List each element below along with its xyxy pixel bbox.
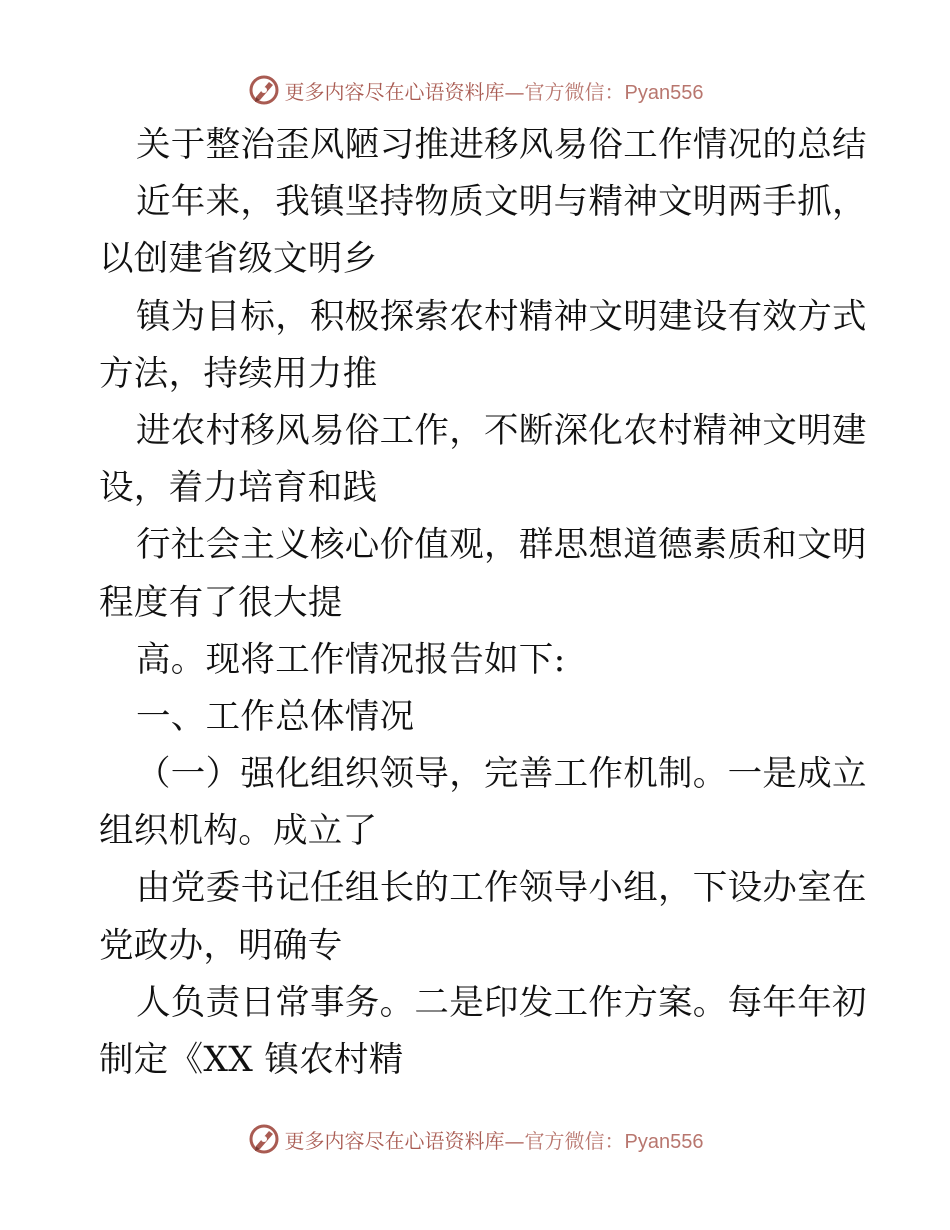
pen-logo-icon [247,73,281,107]
header-watermark-separator: — [504,79,525,104]
document-body [99,117,867,1089]
text-line: 镇为目标，积极探索农村精神文明建设有效方式 [136,296,867,337]
text-line: 组织机构。成立了 [99,811,378,852]
footer-watermark-separator: — [504,1128,525,1153]
text-line: 制定《XX 镇农村精 [99,1040,404,1080]
footer-watermark-contact: 官方微信：Pyan556 [524,1130,704,1153]
footer-watermark [0,1119,950,1159]
header-watermark-contact: 官方微信：Pyan556 [524,81,704,104]
footer-watermark-main: 更多内容尽在心语资料库 [284,1128,505,1153]
text-line: 由党委书记任组长的工作领导小组，下设办室在 [136,868,867,909]
text-line: 程度有了很大提 [99,582,343,623]
text-line: 高。现将工作情况报告如下: [136,639,566,680]
header-watermark [0,70,950,110]
text-line: （一）强化组织领导，完善工作机制。一是成立 [136,754,867,795]
text-line: 近年来，我镇坚持物质文明与精神文明两手抓， [136,182,867,223]
footer-watermark-text [285,1125,704,1154]
text-line: 关于整治歪风陋习推进移风易俗工作情况的总结 [136,125,867,165]
header-watermark-main: 更多内容尽在心语资料库 [284,79,505,104]
text-line: 人负责日常事务。二是印发工作方案。每年年初 [136,982,867,1023]
header-watermark-text [285,76,704,105]
text-line: 一、工作总体情况 [136,696,415,737]
text-line: 以创建省级文明乡 [99,239,378,280]
text-line: 党政办，明确专 [99,925,343,966]
text-line: 设，着力培育和践 [99,468,378,509]
text-line: 行社会主义核心价值观，群思想道德素质和文明 [136,525,867,566]
pen-logo-icon [247,1122,281,1156]
text-line: 进农村移风易俗工作，不断深化农村精神文明建 [136,410,867,451]
text-line: 方法，持续用力推 [99,353,378,394]
